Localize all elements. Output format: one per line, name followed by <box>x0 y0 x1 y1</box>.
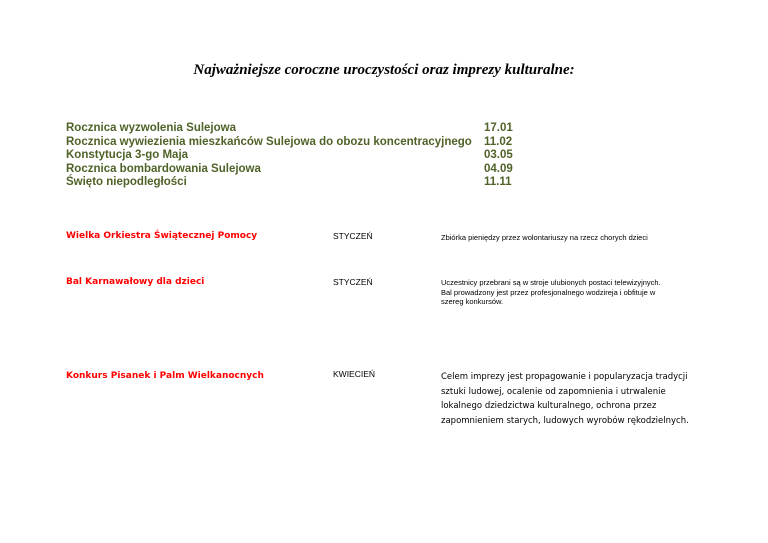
event-description: Uczestnicy przebrani są w stroje ulubionych postaci telewizyjnych. Bal prowadzony jest przez profesjonalnego wodzireja i obfituje w szereg konkursów. <box>441 278 661 306</box>
event-month: KWIECIEŃ <box>333 369 376 379</box>
event-name: Bal Karnawałowy dla dzieci <box>66 277 205 287</box>
anniversary-date: 03.05 <box>484 149 513 161</box>
anniversary-name: Rocznica wyzwolenia Sulejowa <box>66 122 236 134</box>
event-description: Zbiórka pieniędzy przez wolontariuszy na rzecz chorych dzieci <box>441 233 648 242</box>
anniversary-row <box>66 122 526 136</box>
anniversary-name: Rocznica wywiezienia mieszkańców Sulejowa do obozu koncentracyjnego <box>66 135 472 148</box>
anniversary-name: Konstytucja 3-go Maja <box>66 149 189 161</box>
anniversary-name: Rocznica bombardowania Sulejowa <box>66 162 261 175</box>
event-month: STYCZEŃ <box>333 231 373 241</box>
anniversary-name: Święto niepodległości <box>66 176 187 188</box>
event-description: Celem imprezy jest propagowanie i popularyzacja tradycji sztuki ludowej, ocalenie od zapomnienia i utrwalenie lokalnego dziedzictwa kulturalnego, ochrona przez zapomnieniem starych, ludowych wyrobów rękodzielnych. <box>441 372 689 426</box>
anniversary-row <box>66 176 526 190</box>
event-name: Wielka Orkiestra Świątecznej Pomocy <box>66 231 258 241</box>
event-month: STYCZEŃ <box>333 277 373 287</box>
anniversary-date: 17.01 <box>484 122 513 134</box>
anniversary-row <box>66 149 526 163</box>
page-title: Najważniejsze coroczne uroczystości oraz imprezy kulturalne: <box>193 62 575 78</box>
event-name: Konkurs Pisanek i Palm Wielkanocnych <box>66 371 264 381</box>
anniversary-list <box>66 122 526 190</box>
anniversary-date: 04.09 <box>484 162 513 175</box>
anniversary-row <box>66 136 526 150</box>
anniversary-row <box>66 163 526 177</box>
anniversary-date: 11.11 <box>484 176 512 188</box>
anniversary-date: 11.02 <box>484 135 513 148</box>
